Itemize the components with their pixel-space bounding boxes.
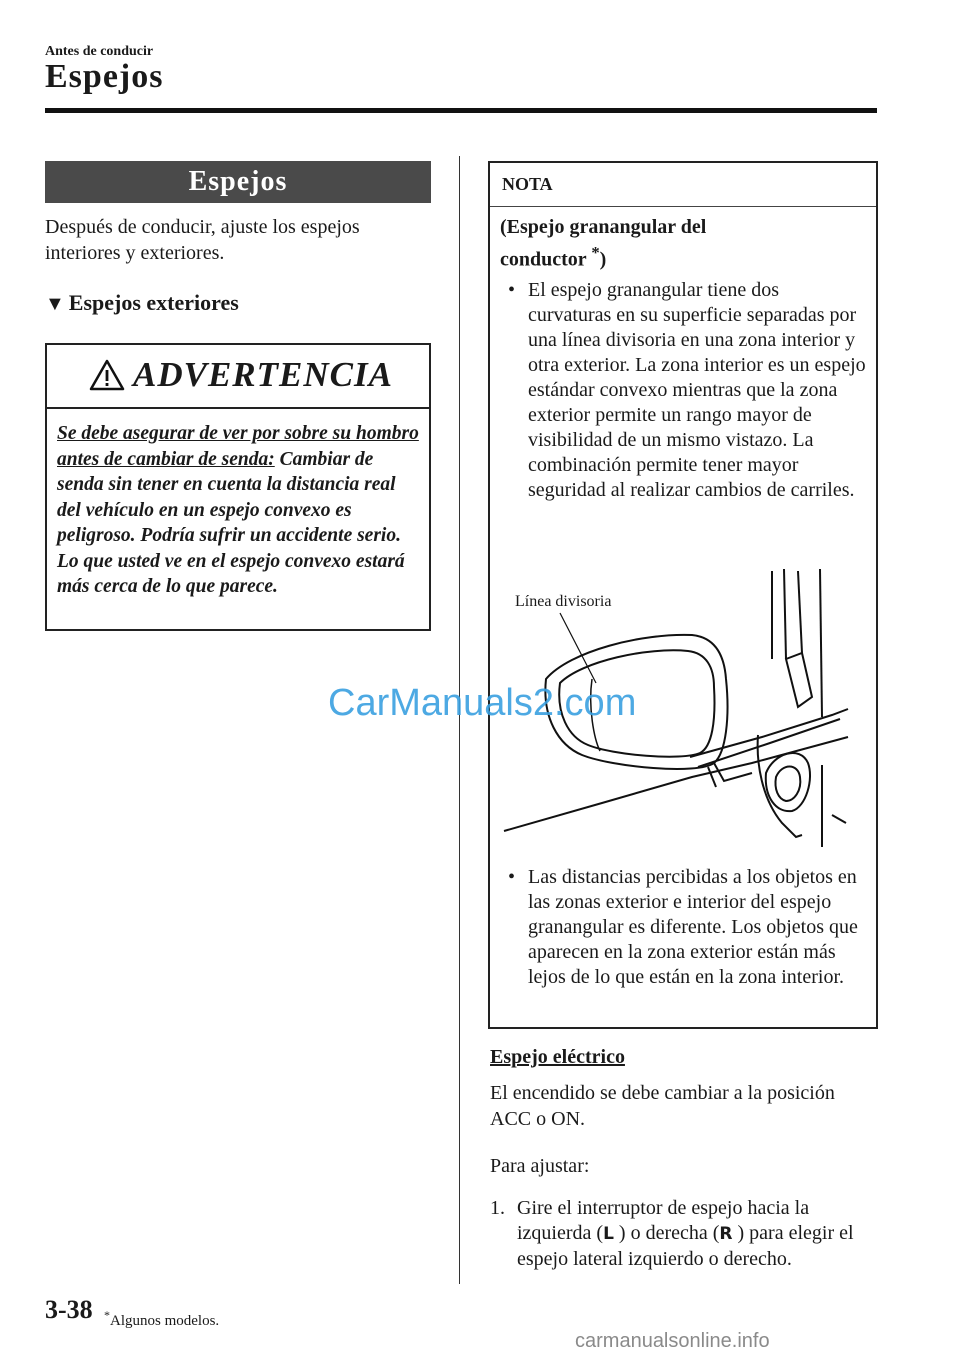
watermark: CarManuals2.com bbox=[328, 682, 637, 724]
note-title: NOTA bbox=[502, 174, 553, 194]
asterisk-mark: * bbox=[104, 1308, 110, 1322]
note-bullet bbox=[500, 278, 866, 503]
adjust-label: Para ajustar: bbox=[490, 1155, 590, 1177]
footnote bbox=[104, 1308, 219, 1330]
footnote-text: Algunos modelos. bbox=[110, 1313, 220, 1329]
step-text-b: ) o derecha ( bbox=[618, 1222, 720, 1244]
bullet-text: Las distancias percibidas a los objetos en las zonas exterior e interior del espejo granangular es diferente. Los objetos que aparecen en la zona exterior están más lejos de lo que están en la zona interior. bbox=[528, 866, 858, 988]
subheading bbox=[45, 290, 239, 316]
warning-triangle-icon bbox=[89, 359, 125, 391]
intro-text: Después de conducir, ajuste los espejos interiores y exteriores. bbox=[45, 216, 360, 264]
source-footer[interactable]: carmanualsonline.info bbox=[575, 1330, 770, 1352]
section-label: Antes de conducir bbox=[45, 44, 154, 59]
page-number: 3-38 bbox=[45, 1295, 93, 1324]
note-bullet bbox=[500, 865, 866, 990]
note-box bbox=[488, 161, 878, 1029]
step-text-c: ) para elegir el espejo lateral izquierdo o derecho. bbox=[517, 1222, 854, 1270]
right-key-icon: R bbox=[719, 1224, 733, 1244]
power-mirror-title: Espejo eléctrico bbox=[490, 1046, 625, 1068]
step-text-a: Gire el interruptor de espejo hacia la izquierda ( bbox=[517, 1197, 810, 1244]
subheading-text: Espejos exteriores bbox=[68, 290, 239, 315]
triangle-down-icon: ▼ bbox=[45, 293, 65, 315]
note-header bbox=[490, 163, 876, 207]
warning-title: ADVERTENCIA bbox=[133, 355, 393, 394]
note-subtitle bbox=[500, 215, 870, 273]
page-title: Espejos bbox=[45, 58, 164, 95]
bullet-icon: • bbox=[508, 866, 516, 888]
step-number: 1. bbox=[490, 1197, 505, 1219]
warning-underlined: Se debe asegurar de ver por sobre su hombro antes de cambiar de senda: bbox=[57, 423, 419, 470]
bullet-icon: • bbox=[508, 279, 516, 301]
asterisk-mark: * bbox=[591, 243, 600, 262]
note-subtitle-line2: conductor bbox=[500, 248, 587, 271]
warning-text bbox=[57, 421, 423, 600]
warning-body: Cambiar de senda sin tener en cuenta la distancia real del vehículo en un espejo convexo es peligroso. Podría sufrir un accidente serio. Lo que usted ve en el espejo convexo estará más cerca de lo que parece. bbox=[57, 448, 405, 597]
warning-header bbox=[47, 345, 429, 409]
note-subtitle-line1: (Espejo granangular del bbox=[500, 216, 707, 238]
section-banner: Espejos bbox=[45, 161, 431, 203]
warning-box bbox=[45, 343, 431, 631]
left-key-icon: L bbox=[603, 1224, 614, 1244]
step-item bbox=[490, 1196, 874, 1272]
bullet-text: El espejo granangular tiene dos curvaturas en su superficie separadas por una línea divisoria en una zona interior y otra exterior. La zona interior es un espejo estándar convexo mientras que la zona exterior permite un rango mayor de visibilidad de un mismo vistazo. La combinación permite tener mayor seguridad al realizar cambios de carriles. bbox=[528, 279, 866, 501]
figure-label: Línea divisoria bbox=[515, 593, 612, 610]
header-rule bbox=[45, 108, 877, 113]
power-mirror-text: El encendido se debe cambiar a la posición ACC o ON. bbox=[490, 1082, 835, 1130]
note-subtitle-close: ) bbox=[599, 248, 607, 271]
